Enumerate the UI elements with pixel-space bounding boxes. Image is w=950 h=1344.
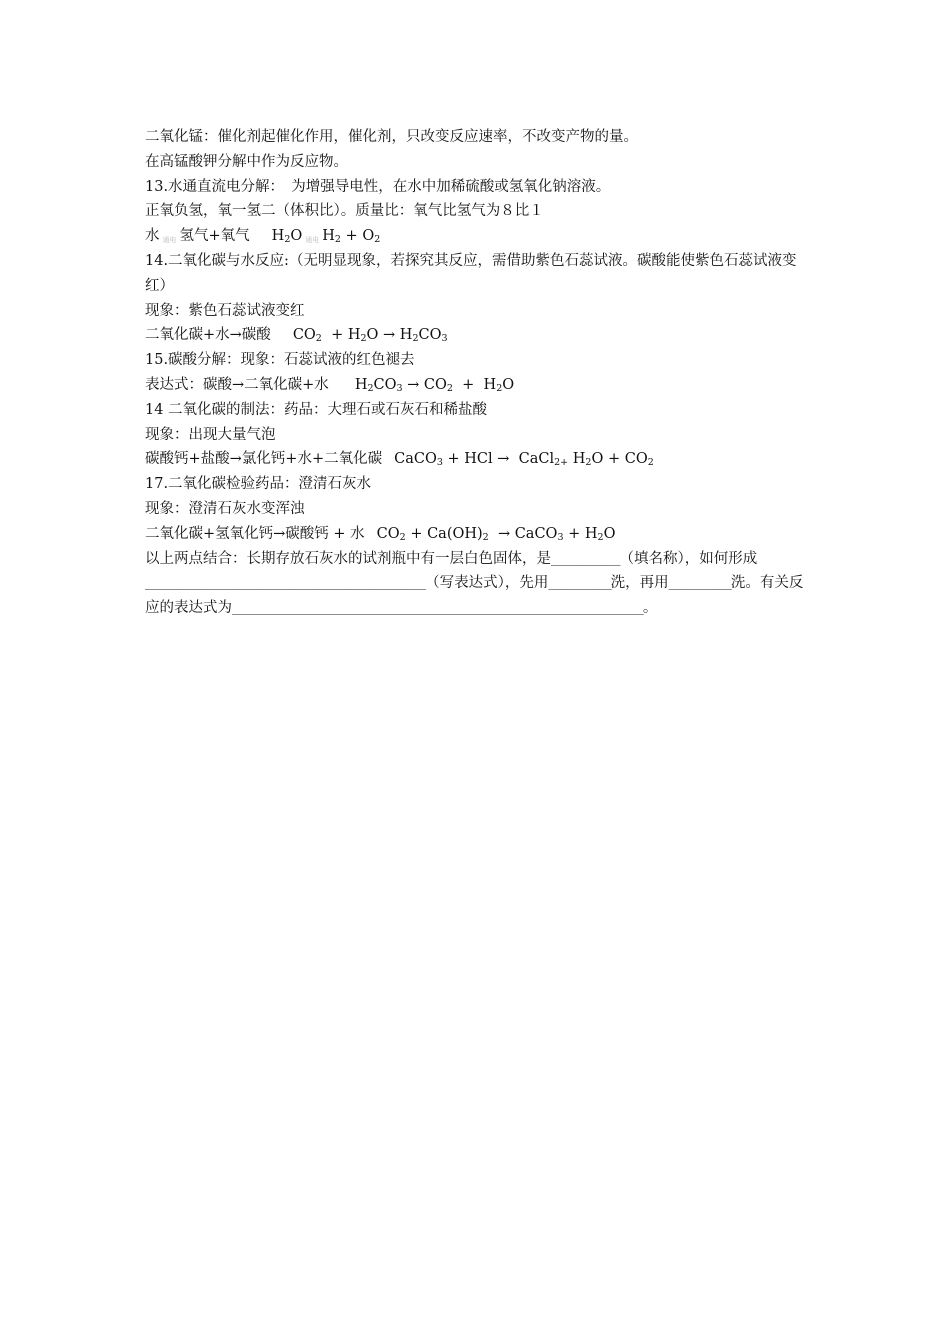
text-line-13-electrolysis: 13.水通直流电分解： 为增强导电性，在水中加稀硫酸或氢氧化钠溶液。	[145, 178, 611, 195]
electrolysis-condition: 通电	[162, 236, 177, 245]
text-line-phenomenon-2: 现象：出现大量气泡	[145, 426, 276, 443]
word-equation: 表达式：碳酸→二氧化碳+水	[145, 376, 329, 393]
document-page	[145, 125, 810, 621]
text-line-kmno4: 在高锰酸钾分解中作为反应物。	[145, 153, 348, 170]
formula-products: $H_2 + O_2$	[322, 228, 381, 246]
blank-first-wash[interactable]: __________	[548, 576, 611, 591]
co2-limewater-equation	[145, 522, 810, 547]
text-line-14-co2-water: 14.二氧化碳与水反应:（无明显现象，若探究其反应，需借助紫色石蕊试液。碳酸能使紫色石蕊试液变红）	[145, 252, 797, 294]
text-line-14-preparation: 14 二氧化碳的制法：药品：大理石或石灰石和稀盐酸	[145, 401, 488, 418]
exercise-paragraph: 以上两点结合：长期存放石灰水的试剂瓶中有一层白色固体，是___________（填名称），如何形成_____________________________________________（写表达式），先用__________洗，再用__________洗。有关反应的表达式为__________________________________________________________________。	[145, 550, 804, 617]
text-line-mno2: 二氧化锰：催化剂起催化作用，催化剂，只改变反应速率，不改变产物的量。	[145, 129, 638, 145]
text-line-15-decomposition: 15.碳酸分解：现象：石蕊试液的红色褪去	[145, 352, 415, 369]
blank-reaction[interactable]: __________________________________________________________________	[232, 601, 643, 616]
h2co3-decomposition-equation	[145, 373, 810, 398]
formula-caco3-hcl: CaCO$_3$ + HCl → CaCl$_{2+}$ $H_2O + CO_2$	[394, 451, 654, 469]
text-line-17-detection: 17.二氧化碳检验药品：澄清石灰水	[145, 476, 372, 493]
formula-co2-caoh2: $CO_2 + Ca(OH)_2$ → CaCO$_3$ + $H_2O$	[376, 525, 616, 543]
word-products: 氢气+氧气	[179, 228, 250, 245]
caco3-hcl-equation	[145, 447, 810, 472]
text-line-phenomenon-1: 现象：紫色石蕊试液变红	[145, 302, 305, 319]
water-electrolysis-equation	[145, 224, 810, 249]
word-equation: 二氧化碳+水→碳酸	[145, 327, 271, 344]
word-equation: 二氧化碳+氢氧化钙→碳酸钙 + 水	[145, 525, 365, 542]
blank-name[interactable]: ___________	[551, 551, 620, 566]
word-water: 水	[145, 228, 160, 245]
blank-expression[interactable]: _____________________________________________	[145, 576, 426, 591]
word-equation: 碳酸钙+盐酸→氯化钙+水+二氧化碳	[145, 451, 383, 468]
formula-h2o: $H_2O$	[271, 228, 303, 246]
formula-h2co3: $H_2CO_3 \to CO_2 + H_2O$	[354, 376, 515, 394]
formula-co2-h2o-h2co3: $CO_2 + H_2O \to H_2CO_3$	[292, 327, 448, 345]
electrolysis-condition-2: 通电	[305, 236, 320, 245]
text-line-phenomenon-3: 现象：澄清石灰水变浑浊	[145, 500, 305, 517]
co2-water-equation	[145, 323, 810, 348]
text-line-ratio: 正氧负氢，氧一氢二（体积比）。质量比：氧气比氢气为８比１	[145, 203, 544, 220]
blank-second-wash[interactable]: __________	[668, 576, 731, 591]
